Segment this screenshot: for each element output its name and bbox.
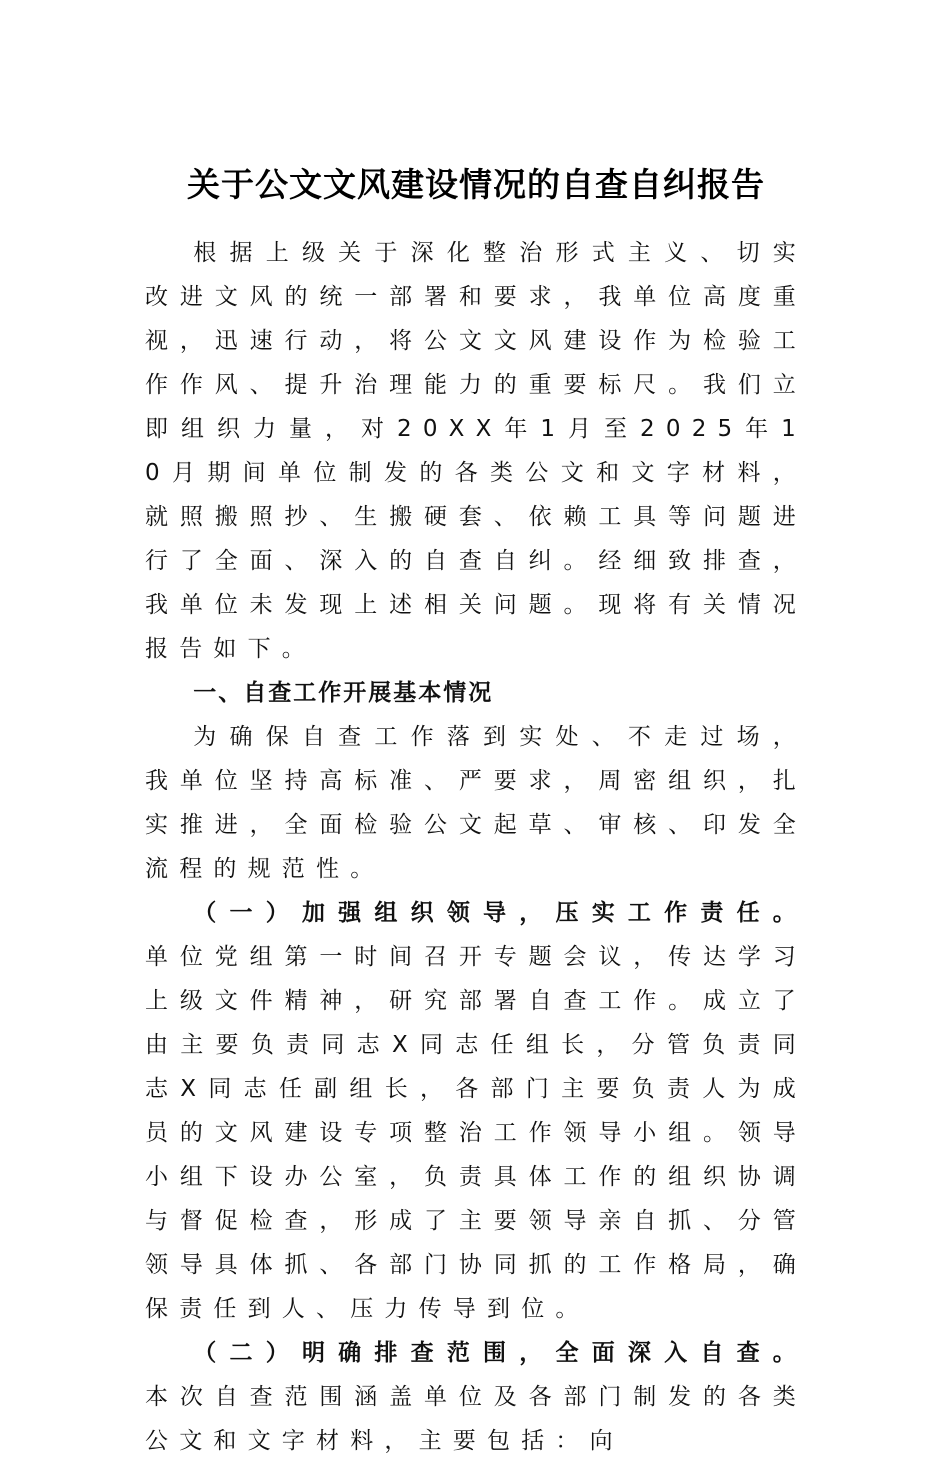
subsection-paragraph [145,1331,807,1463]
subsection-text: 本次自查范围涵盖单位及各部门制发的各类公文和文字材料，主要包括：向 [145,1384,807,1454]
document-body [145,231,807,1463]
subsection-text: 单位党组第一时间召开专题会议，传达学习上级文件精神，研究部署自查工作。成立了由主要负责同志X同志任组长，分管负责同志X同志任副组长，各部门主要负责人为成员的文风建设专项整治工作领导小组。领导小组下设办公室，负责具体工作的组织协调与督促检查，形成了主要领导亲自抓、分管领导具体抓、各部门协同抓的工作格局，确保责任到人、压力传导到位。 [145,944,807,1322]
section-heading: 一、自查工作开展基本情况 [193,680,494,706]
subsection-lead: （二）明确排查范围，全面深入自查。 [193,1339,807,1366]
intro-paragraph: 根据上级关于深化整治形式主义、切实改进文风的统一部署和要求，我单位高度重视，迅速行动，将公文文风建设作为检验工作作风、提升治理能力的重要标尺。我们立即组织力量，对20XX年1月至2025年10月期间单位制发的各类公文和文字材料，就照搬照抄、生搬硬套、依赖工具等问题进行了全面、深入的自查自纠。经细致排查，我单位未发现上述相关问题。现将有关情况报告如下。 [145,240,807,662]
document-title: 关于公文文风建设情况的自查自纠报告 [187,165,765,204]
subsection-paragraph [145,891,807,1331]
subsection-lead: （一）加强组织领导，压实工作责任。 [193,899,807,926]
section-summary-paragraph: 为确保自查工作落到实处、不走过场，我单位坚持高标准、严要求，周密组织，扎实推进，全面检验公文起草、审核、印发全流程的规范性。 [145,724,807,882]
